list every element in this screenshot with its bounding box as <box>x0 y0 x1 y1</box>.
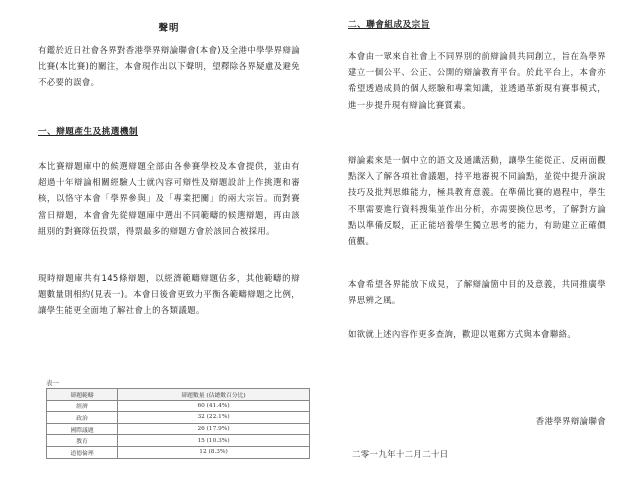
intro-paragraph: 有鑑於近日社會各界對香港學界辯論聯會(本會)及全港中學學界辯論比賽(本比賽)的關注，本會現作出以下聲明，望釋除各界疑慮及避免不必要的誤會。 <box>38 45 300 88</box>
section1-paragraph-1: 本比賽辯題庫中的候選辯題全部由各參賽學校及本會提供，並由有超過十年辯論相關經驗人士就內容可辯性及辯題設計上作挑選和審核，以恪守本會「學界參與」及「專業把關」的兩大宗旨。而對賽當日辯題，本會會先從辯題庫中選出不同範疇的候選辯題，再由該組別的對賽隊伍投票，得票最多的辯題方會於該回合被採用。 <box>38 161 300 236</box>
table-row <box>47 423 310 435</box>
section2-heading: 二、聯會組成及宗旨 <box>348 20 430 30</box>
table-cell-category: 政治 <box>47 412 118 424</box>
document-title: 聲明 <box>158 23 180 34</box>
table-cell-category: 經濟 <box>47 400 118 412</box>
table-cell-count: 26 (17.9%) <box>118 423 310 435</box>
signature: 香港學界辯論聯會 <box>535 416 606 426</box>
table-row <box>47 446 310 458</box>
section2-paragraph-1: 本會由一眾來自社會上不同界別的前辯論員共同創立，旨在為學界建立一個公平、公正、公開的辯論教育平台。於此平台上，本會亦希望透過成員的個人經驗和專業知識，並透過革新現有賽事模式，進一步提升現有辯論比賽質素。 <box>348 51 606 110</box>
section2-paragraph-3: 本會希望各界能放下成見，了解辯論箇中目的及意義，共同推廣學界思辨之風。 <box>348 279 606 306</box>
table-cell-category: 國際議題 <box>47 423 118 435</box>
section2-paragraph-2: 辯論素來是一個中立的語文及通識活動，讓學生能從正、反兩面觀點深入了解各項社會議題，持平地審視不同論點，並從中提升演說技巧及批判思維能力，極具教育意義。在準備比賽的過程中，學生不單需要進行資料搜集並作出分析，亦需要換位思考，了解對方論點以準備反駁，正正能培養學生獨立思考的能力，有助建立正確價值觀。 <box>348 155 606 247</box>
date: 二零一九年十二月二十日 <box>352 449 449 459</box>
table-caption: 表一 <box>46 379 59 387</box>
section2-paragraph-4: 如欲就上述內容作更多查詢，歡迎以電郵方式與本會聯絡。 <box>348 329 577 339</box>
table-row <box>47 412 310 424</box>
table-cell-count: 60 (41.4%) <box>118 400 310 412</box>
table-header-row <box>47 389 310 401</box>
table-row <box>47 400 310 412</box>
section1-paragraph-2: 現時辯題庫共有145條辯題，以經濟範疇辯題佔多，其他範疇的辯題數量則相約(見表一)。本會日後會更致力平衡各範疇辯題之比例，讓學生能更全面地了解社會上的各類議題。 <box>38 273 300 316</box>
table-cell-count: 12 (8.3%) <box>118 446 310 458</box>
table-cell-category: 道德倫理 <box>47 446 118 458</box>
section1-heading: 一、辯題產生及挑選機制 <box>38 127 139 137</box>
debate-topics-table <box>46 388 310 459</box>
table-cell-count: 15 (10.3%) <box>118 435 310 447</box>
table-cell-count: 32 (22.1%) <box>118 412 310 424</box>
table-header-category: 辯題範疇 <box>47 389 118 401</box>
table-header-count: 辯題數量 (佔總數百分比) <box>118 389 310 401</box>
table-row <box>47 435 310 447</box>
table-cell-category: 教育 <box>47 435 118 447</box>
